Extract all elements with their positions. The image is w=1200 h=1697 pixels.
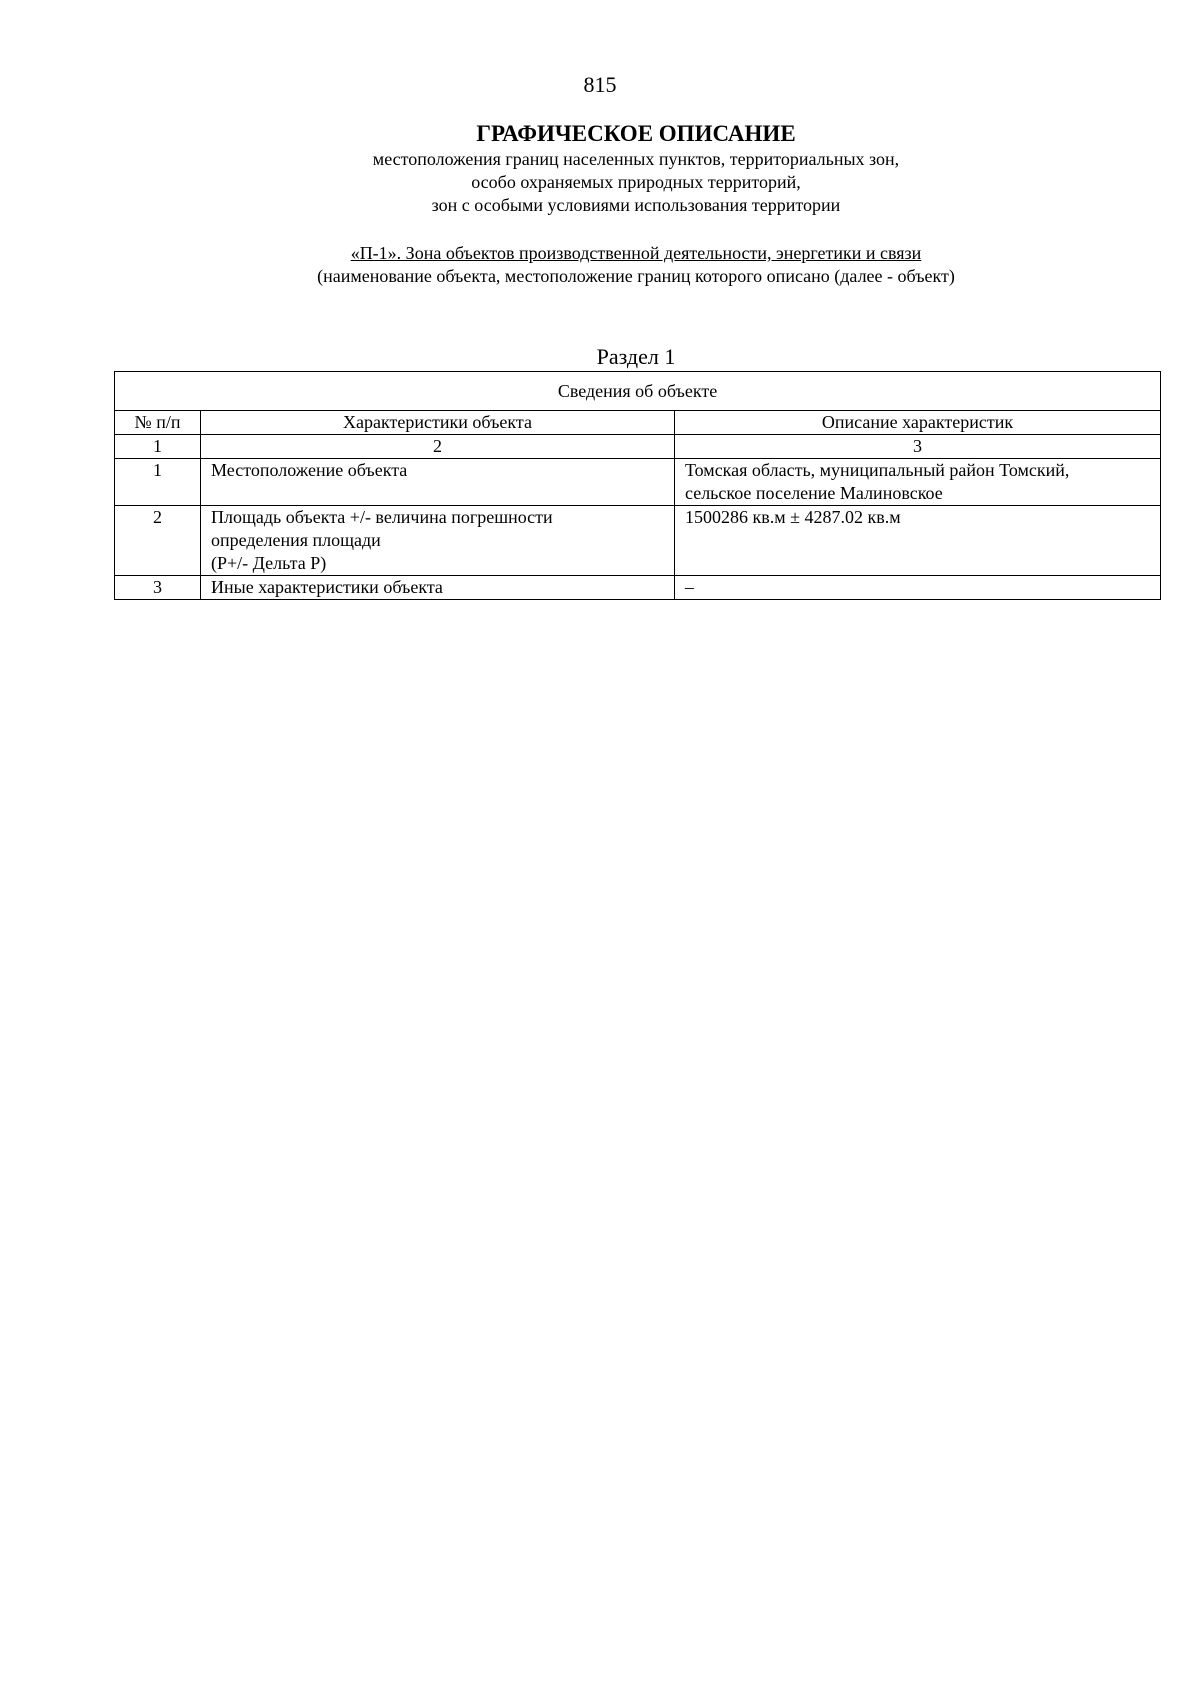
column-number: 1 <box>115 435 201 459</box>
document-title: ГРАФИЧЕСКОЕ ОПИСАНИЕ <box>476 121 796 146</box>
table-header-row <box>115 411 1161 435</box>
cell-line: (Р+/- Дельта Р) <box>211 553 327 573</box>
row-number: 1 <box>115 459 201 506</box>
row-number: 3 <box>115 576 201 600</box>
cell-line: – <box>685 577 694 597</box>
cell-line: Иные характеристики объекта <box>211 577 443 597</box>
row-characteristic <box>201 576 675 600</box>
table-caption-row <box>115 372 1161 411</box>
cell-line: определения площади <box>211 530 381 550</box>
document-subtitle <box>0 148 1200 217</box>
table-row <box>115 459 1161 506</box>
subtitle-line: местоположения границ населенных пунктов, территориальных зон, <box>372 149 900 169</box>
subtitle-line: особо охраняемых природных территорий, <box>471 172 801 192</box>
object-name: «П-1». Зона объектов производственной деятельности, энергетики и связи <box>350 243 922 263</box>
page-number: 815 <box>583 72 617 97</box>
row-characteristic <box>201 506 675 576</box>
table-row <box>115 506 1161 576</box>
table-row <box>115 576 1161 600</box>
row-description <box>675 506 1161 576</box>
header-description: Описание характеристик <box>675 411 1161 435</box>
header-characteristic: Характеристики объекта <box>201 411 675 435</box>
subtitle-line: зон с особыми условиями использования территории <box>431 195 841 215</box>
column-number: 3 <box>675 435 1161 459</box>
cell-line: Томская область, муниципальный район Томский, <box>685 460 1070 480</box>
object-info-table <box>114 371 1161 600</box>
row-description <box>675 459 1161 506</box>
header-number: № п/п <box>115 411 201 435</box>
cell-line: Местоположение объекта <box>211 460 408 480</box>
column-number: 2 <box>201 435 675 459</box>
table-caption: Сведения об объекте <box>115 372 1161 411</box>
section-title: Раздел 1 <box>596 344 676 369</box>
cell-line: Площадь объекта +/- величина погрешности <box>211 507 553 527</box>
table-column-numbers-row <box>115 435 1161 459</box>
row-description <box>675 576 1161 600</box>
object-name-block <box>0 242 1200 288</box>
row-number: 2 <box>115 506 201 576</box>
cell-line: сельское поселение Малиновское <box>685 483 943 503</box>
cell-line: 1500286 кв.м ± 4287.02 кв.м <box>685 507 901 527</box>
row-characteristic <box>201 459 675 506</box>
object-name-note: (наименование объекта, местоположение границ которого описано (далее - объект) <box>317 266 955 286</box>
